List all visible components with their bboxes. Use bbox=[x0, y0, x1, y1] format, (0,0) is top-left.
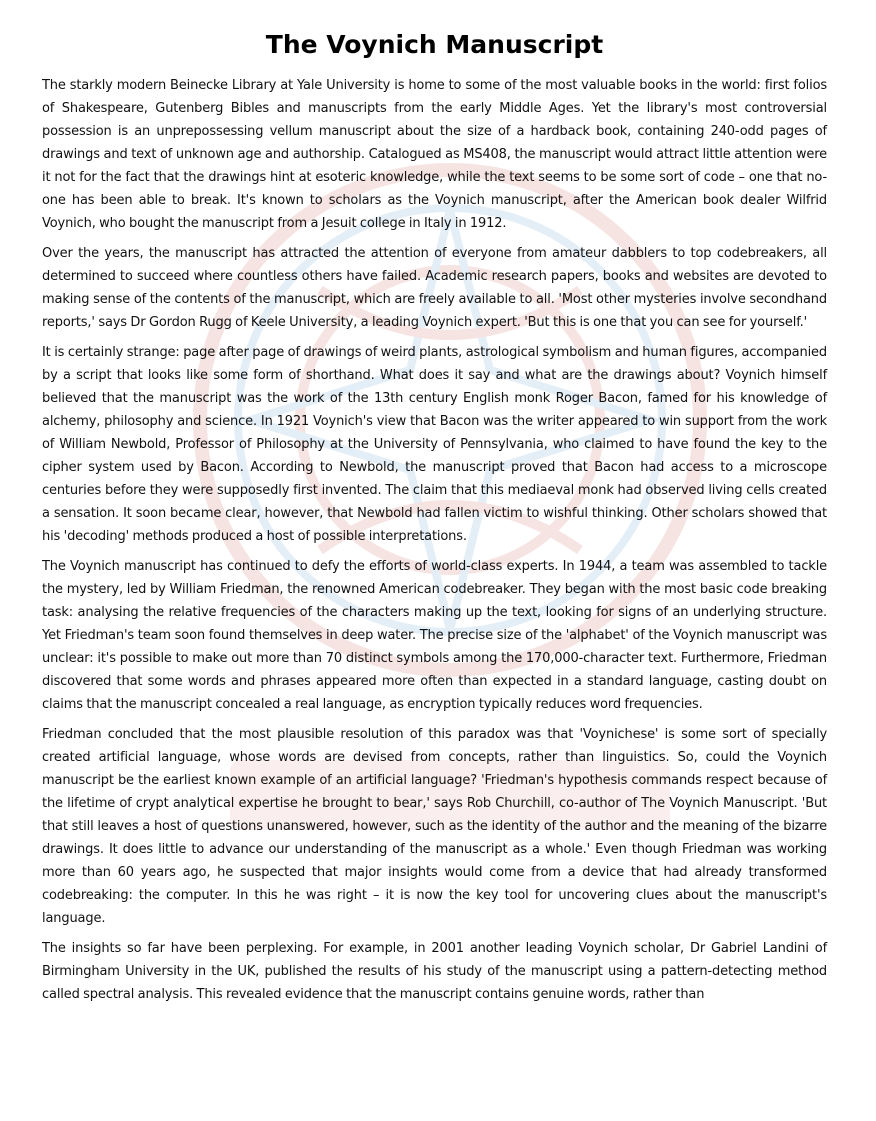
document bbox=[42, 28, 827, 1013]
paragraph: It is certainly strange: page after page of drawings of weird plants, astrological symbolism and human figures, accompanied by a script that looks like some form of shorthand. What does it say and what are the drawings about? Voynich himself believed that the manuscript was the work of the 13th century English monk Roger Bacon, famed for his knowledge of alchemy, philosophy and science. In 1921 Voynich's view that Bacon was the writer appeared to win support from the work of William Newbold, Professor of Philosophy at the University of Pennsylvania, who claimed to have found the key to the cipher system used by Bacon. According to Newbold, the manuscript proved that Bacon had access to a microscope centuries before they were supposedly first invented. The claim that this mediaeval monk had observed living cells created a sensation. It soon became clear, however, that Newbold had fallen victim to wishful thinking. Other scholars showed that his 'decoding' methods produced a host of possible interpretations. bbox=[42, 345, 827, 544]
paragraph: The Voynich manuscript has continued to defy the efforts of world-class experts. In 1944, a team was assembled to tackle the mystery, led by William Friedman, the renowned American codebreaker. They began with the most basic code breaking task: analysing the relative frequencies of the characters making up the text, looking for signs of an underlying structure. Yet Friedman's team soon found themselves in deep water. The precise size of the 'alphabet' of the Voynich manuscript was unclear: it's possible to make out more than 70 distinct symbols among the 170,000-character text. Furthermore, Friedman discovered that some words and phrases appeared more often than expected in a standard language, casting doubt on claims that the manuscript concealed a real language, as encryption typically reduces word frequencies. bbox=[42, 559, 827, 712]
paragraph: Friedman concluded that the most plausible resolution of this paradox was that 'Voynichese' is some sort of specially created artificial language, whose words are devised from concepts, rather than linguistics. So, could the Voynich manuscript be the earliest known example of an artificial language? 'Friedman's hypothesis commands respect because of the lifetime of crypt analytical expertise he brought to bear,' says Rob Churchill, co-author of The Voynich Manuscript. 'But that still leaves a host of questions unanswered, however, such as the identity of the author and the meaning of the bizarre drawings. It does little to advance our understanding of the manuscript as a whole.' Even though Friedman was working more than 60 years ago, he suspected that major insights would come from a device that had already transformed codebreaking: the computer. In this he was right – it is now the key tool for uncovering clues about the manuscript's language. bbox=[42, 727, 827, 926]
paragraph: The insights so far have been perplexing. For example, in 2001 another leading Voynich scholar, Dr Gabriel Landini of Birmingham University in the UK, published the results of his study of the manuscript using a pattern-detecting method called spectral analysis. This revealed evidence that the manuscript contains genuine words, rather than bbox=[42, 941, 827, 1002]
paragraph: Over the years, the manuscript has attracted the attention of everyone from amateur dabblers to top codebreakers, all determined to succeed where countless others have failed. Academic research papers, books and websites are devoted to making sense of the contents of the manuscript, which are freely available to all. 'Most other mysteries involve secondhand reports,' says Dr Gordon Rugg of Keele University, a leading Voynich expert. 'But this is one that you can see for yourself.' bbox=[42, 246, 827, 330]
paragraph: The starkly modern Beinecke Library at Yale University is home to some of the most valuable books in the world: first folios of Shakespeare, Gutenberg Bibles and manuscripts from the early Middle Ages. Yet the library's most controversial possession is an unprepossessing vellum manuscript about the size of a hardback book, containing 240-odd pages of drawings and text of unknown age and authorship. Catalogued as MS408, the manuscript would attract little attention were it not for the fact that the drawings hint at esoteric knowledge, while the text seems to be some sort of code – one that no-one has been able to break. It's known to scholars as the Voynich manuscript, after the American book dealer Wilfrid Voynich, who bought the manuscript from a Jesuit college in Italy in 1912. bbox=[42, 78, 827, 231]
page-title: The Voynich Manuscript bbox=[265, 30, 604, 59]
